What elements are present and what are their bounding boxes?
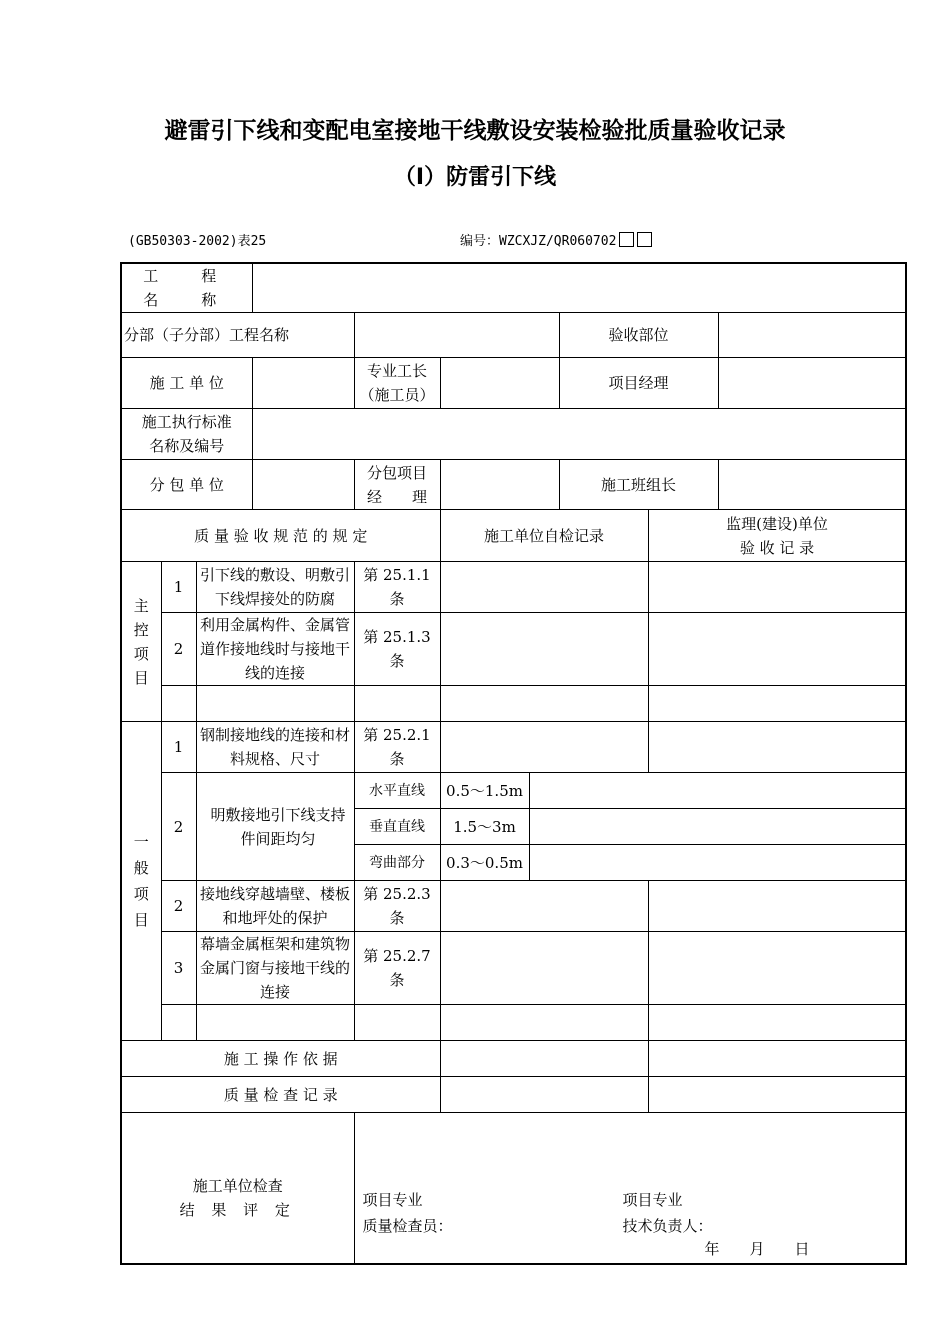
general-item-desc: 接地线穿越墙壁、楼板和地坪处的保护	[196, 881, 354, 932]
subitem-value: 0.5～1.5m	[440, 773, 529, 809]
serial-box-2[interactable]	[637, 232, 652, 247]
subitem-check-grid[interactable]	[529, 773, 906, 809]
main-item-no: 2	[161, 613, 196, 686]
main-item-supervision[interactable]	[648, 562, 906, 613]
field-standard[interactable]	[252, 409, 906, 460]
general-item-no: 3	[161, 932, 196, 1005]
general-item-clause: 第 25.2.1 条	[354, 722, 440, 773]
header-spec: 质 量 验 收 规 范 的 规 定	[121, 510, 440, 562]
subitem-name: 弯曲部分	[354, 845, 440, 881]
field-quality-supervision[interactable]	[648, 1077, 906, 1113]
main-item-desc: 利用金属构件、金属管道作接地线时与接地干线的连接	[196, 613, 354, 686]
general-item-desc: 钢制接地线的连接和材料规格、尺寸	[196, 722, 354, 773]
field-team-leader[interactable]	[718, 460, 906, 510]
field-basis-supervision[interactable]	[648, 1041, 906, 1077]
group-main-control: 主 控 项 目	[121, 562, 161, 722]
subitem-value: 0.3～0.5m	[440, 845, 529, 881]
general-item-self-check-empty[interactable]	[440, 1005, 648, 1041]
field-project-manager[interactable]	[718, 358, 906, 409]
subitem-name: 水平直线	[354, 773, 440, 809]
general-item-no-empty[interactable]	[161, 1005, 196, 1041]
general-item-desc-empty[interactable]	[196, 1005, 354, 1041]
subitem-name: 垂直直线	[354, 809, 440, 845]
main-item-self-check[interactable]	[440, 613, 648, 686]
serial-text: 编号：WZCXJZ/QR060702	[460, 234, 617, 249]
tech-lead-signature: 项目专业 技术负责人：	[622, 1191, 713, 1235]
inspection-form-table	[120, 262, 907, 1265]
general-item-clause: 第 25.2.3 条	[354, 881, 440, 932]
label-project-name: 工 程 名 称	[121, 263, 252, 313]
general-item-supervision[interactable]	[648, 881, 906, 932]
main-item-clause: 第 25.1.1 条	[354, 562, 440, 613]
field-construction-unit[interactable]	[252, 358, 354, 409]
general-item-desc: 幕墙金属框架和建筑物金属门窗与接地干线的连接	[196, 932, 354, 1005]
general-item-self-check[interactable]	[440, 932, 648, 1005]
label-sub-project: 分部（子分部）工程名称	[121, 313, 354, 358]
document-subtitle: （Ⅰ）防雷引下线	[393, 165, 557, 190]
main-item-desc-empty[interactable]	[196, 686, 354, 722]
field-sub-pm[interactable]	[440, 460, 559, 510]
group-general: 一 般 项 目	[121, 722, 161, 1041]
serial-number	[460, 230, 652, 249]
general-item-self-check[interactable]	[440, 881, 648, 932]
general-item-no: 2	[161, 773, 196, 881]
label-quality-record: 质 量 检 查 记 录	[121, 1077, 440, 1113]
label-standard: 施工执行标准 名称及编号	[121, 409, 252, 460]
field-quality-self[interactable]	[440, 1077, 648, 1113]
label-team-leader: 施工班组长	[559, 460, 718, 510]
label-basis: 施 工 操 作 依 据	[121, 1041, 440, 1077]
sign-date: 年 月 日	[704, 1240, 810, 1258]
header-self-check: 施工单位自检记录	[440, 510, 648, 562]
field-foreman[interactable]	[440, 358, 559, 409]
subitem-check-grid[interactable]	[529, 809, 906, 845]
general-item-desc: 明敷接地引下线支持件间距均匀	[196, 773, 354, 881]
main-item-supervision[interactable]	[648, 613, 906, 686]
main-item-clause: 第 25.1.3 条	[354, 613, 440, 686]
field-project-name[interactable]	[252, 263, 906, 313]
label-construction-unit: 施 工 单 位	[121, 358, 252, 409]
main-item-desc: 引下线的敷设、明敷引下线焊接处的防腐	[196, 562, 354, 613]
main-item-self-check[interactable]	[440, 562, 648, 613]
general-item-no: 1	[161, 722, 196, 773]
general-item-clause-empty[interactable]	[354, 1005, 440, 1041]
label-sub-pm: 分包项目 经 理	[354, 460, 440, 510]
field-basis-self[interactable]	[440, 1041, 648, 1077]
label-evaluation: 施工单位检查 结 果 评 定	[121, 1113, 354, 1265]
main-item-self-check-empty[interactable]	[440, 686, 648, 722]
general-item-clause: 第 25.2.7 条	[354, 932, 440, 1005]
field-sub-unit[interactable]	[252, 460, 354, 510]
document-title: 避雷引下线和变配电室接地干线敷设安装检验批质量验收记录	[164, 118, 786, 144]
subitem-value: 1.5～3m	[440, 809, 529, 845]
serial-box-1[interactable]	[619, 232, 634, 247]
field-accept-part[interactable]	[718, 313, 906, 358]
general-item-supervision[interactable]	[648, 722, 906, 773]
general-item-self-check[interactable]	[440, 722, 648, 773]
general-item-supervision[interactable]	[648, 932, 906, 1005]
main-item-no-empty[interactable]	[161, 686, 196, 722]
form-reference: (GB50303-2002)表25	[128, 234, 267, 249]
header-supervision: 监理(建设)单位 验 收 记 录	[648, 510, 906, 562]
general-item-no: 2	[161, 881, 196, 932]
evaluation-sign-area[interactable]	[354, 1113, 906, 1265]
field-sub-project[interactable]	[354, 313, 559, 358]
subitem-check-grid[interactable]	[529, 845, 906, 881]
label-project-manager: 项目经理	[559, 358, 718, 409]
general-item-supervision-empty[interactable]	[648, 1005, 906, 1041]
main-item-supervision-empty[interactable]	[648, 686, 906, 722]
main-item-no: 1	[161, 562, 196, 613]
main-item-clause-empty[interactable]	[354, 686, 440, 722]
label-foreman: 专业工长 （施工员）	[354, 358, 440, 409]
label-accept-part: 验收部位	[559, 313, 718, 358]
label-sub-unit: 分 包 单 位	[121, 460, 252, 510]
inspector-signature: 项目专业 质量检查员：	[362, 1191, 453, 1235]
